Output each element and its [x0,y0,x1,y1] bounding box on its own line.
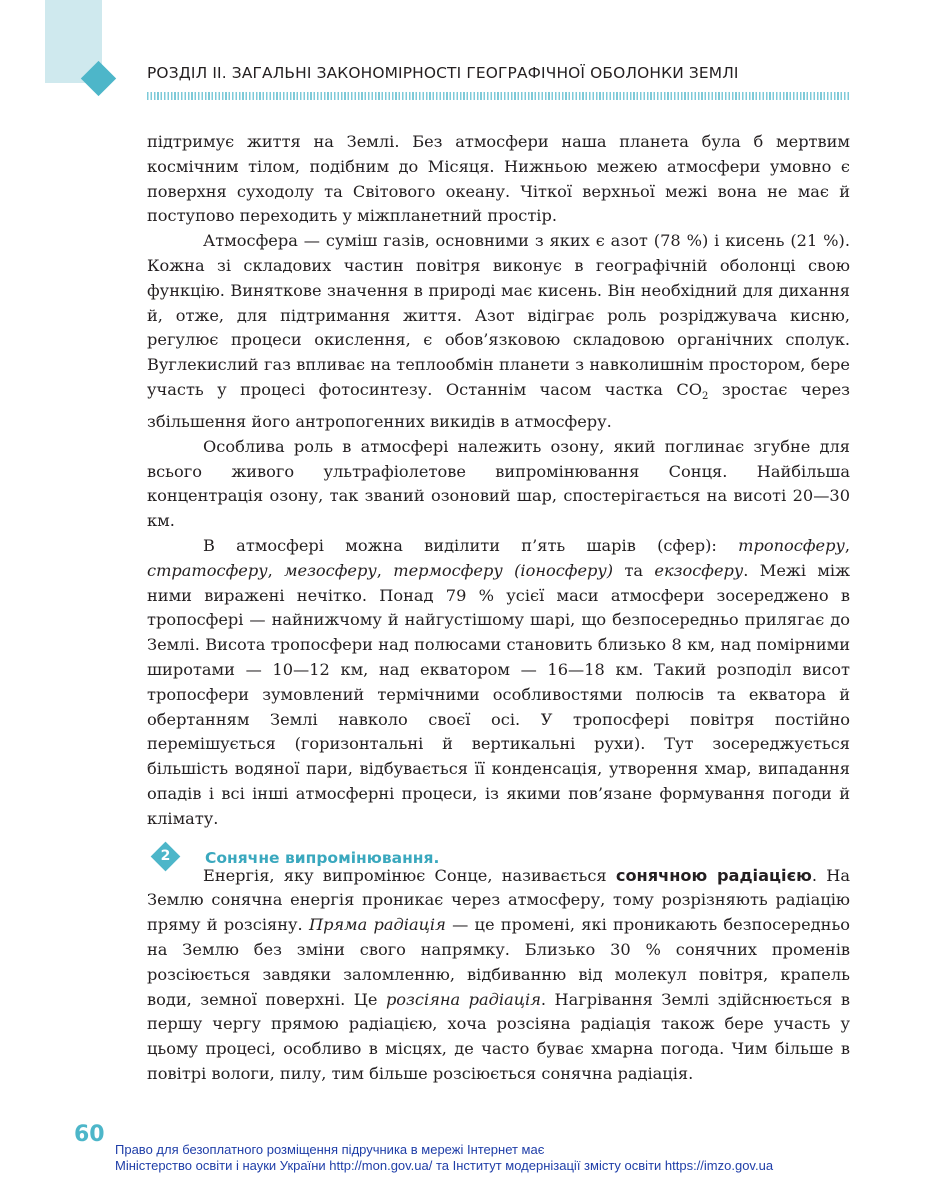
term-mesosphere: мезосферу [284,560,377,580]
paragraph-3: Особлива роль в атмосфері належить озону, який поглинає згубне для всього живого ультрафіолетове випромінювання Сонця. Найбільша концентрація озону, так званий озоновий шар, спостерігається на висоті 20—30 км. [147,436,850,531]
paragraph-2 [147,229,850,435]
chapter-header: РОЗДІЛ ІІ. ЗАГАЛЬНІ ЗАКОНОМІРНОСТІ ГЕОГРАФІЧНОЇ ОБОЛОНКИ ЗЕМЛІ [147,64,739,82]
term-troposphere: тропосферу [738,535,845,555]
text-run: Енергія, яку випромінює Сонце, називається [203,865,616,885]
term-thermosphere: термосферу (іоносферу) [393,560,614,580]
main-text [147,130,850,1087]
text-run: — це промені, які проникають безпосередньо на Землю без зміни свого напрямку. Близько 30 % сонячних променів розсіюється завдяки заломленню, відбиванню від молекул повітря, крапель води, земної поверхні. Це [147,915,850,1009]
paragraph-1: підтримує життя на Землі. Без атмосфери наша планета була б мертвим космічним тілом, подібним до Місяця. Нижньою межею атмосфери умовно є поверхня суходолу та Світового океану. Чіткої верхньої межі вона не має й поступово переходить у міжпланетний простір. [147,132,850,226]
text-run: та [613,560,655,580]
section-number: 2 [160,847,171,864]
term-direct-radiation: Пряма радіація [308,915,446,935]
text-run: . Межі між ними виражені нечітко. Понад 79 % усієї маси атмосфери зосереджено в тропосфері — найнижчому й найгустішому шарі, що безпосередньо прилягає до Землі. Висота тропосфери над полюсами становить близько 8 км, над помірними широтами — 10—12 км, над екватором — 16—18 км. Такий розподіл висот тропосфери зумовлений термічними особливостями полюсів та екватора й обертанням Землі навколо своєї осі. У тропосфері повітря постійно перемішується (горизонтальні й вертикальні рухи). Тут зосереджується більшість водяної пари, відбувається її конденсація, утворення хмар, випадання опадів і всі інші атмосферні процеси, із якими пов’язане формування погоди й клімату. [147,560,850,828]
text-run: . На Землю сонячна енергія проникає через атмосферу, тому розрізняють радіацію пряму й розсіяну. [147,865,851,935]
text-run: , [844,535,850,555]
text-run: В атмосфері можна виділити п’ять шарів (сфер): [203,535,739,555]
paragraph-2-text: Атмосфера — суміш газів, основними з яких є азот (78 %) і кисень (21 %). Кожна зі складових частин повітря виконує в географічній оболонці свою функцію. Виняткове значення в природі має кисень. Він необхідний для дихання й, отже, для підтримання життя. Азот відіграє роль розріджувача кисню, регулює процеси окислення, є обов’язковою складовою органічних сполук. Вуглекислий газ впливає на теплообмін планети з навколишнім простором, бере участь у процесі фотосинтезу. Останнім часом частка CO [147,231,850,399]
paragraph-5 [147,864,850,1087]
paragraph-4 [147,534,850,832]
term-exosphere: екзосферу [654,560,744,580]
term-stratosphere: стратосферу [147,560,268,580]
footer-line-1: Право для безоплатного розміщення підручника в мережі Інтернет має [115,1142,545,1157]
paragraph-2-text-end: зростає через збільшення його антропогенних викидів в атмосферу. [147,379,850,431]
text-run: , [376,560,394,580]
term-solar-radiation: сонячною радіацією [615,865,812,885]
co2-subscript: 2 [702,391,709,403]
section-title: Сонячне випромінювання. [205,848,440,867]
section-heading [147,840,850,870]
term-diffuse-radiation: розсіяна радіація [385,989,541,1009]
page-number: 60 [74,1122,105,1147]
footer-line-2: Міністерство освіти і науки України http://mon.gov.ua/ та Інститут модернізації змісту освіти https://imzo.gov.ua [115,1158,774,1173]
footer-notice [115,1142,875,1174]
header-divider [147,92,850,100]
text-run: , [267,560,285,580]
text-run: . Нагрівання Землі здійснюється в першу чергу прямою радіацією, хоча розсіяна радіація також бере участь у цьому процесі, особливо в місцях, де часто буває хмарна погода. Чим більше в повітрі вологи, пилу, тим більше розсіюється сонячна радіація. [147,989,850,1083]
